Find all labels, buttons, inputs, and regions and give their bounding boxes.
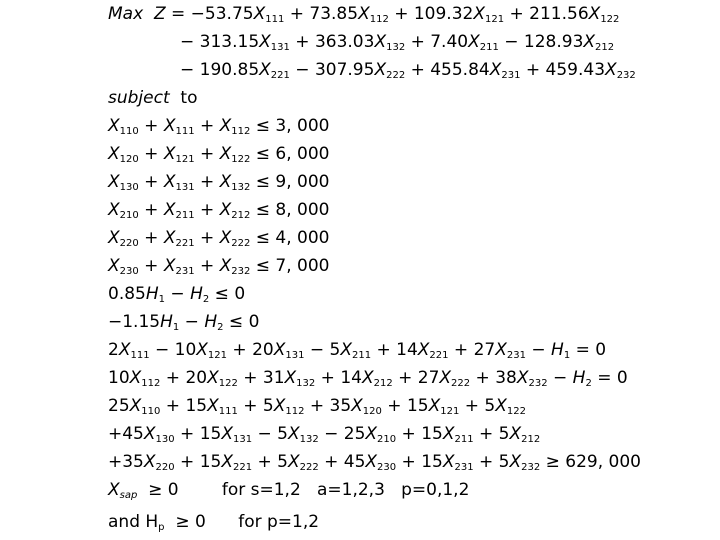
variable-subscript: 231 (454, 462, 474, 473)
formula-text: + (138, 116, 164, 136)
variable-symbol: X (163, 116, 176, 136)
variable-subscript: 212 (595, 42, 615, 53)
variable-symbol: X (365, 452, 378, 472)
variable-symbol: X (221, 452, 233, 472)
variable-symbol: X (221, 424, 233, 444)
formula-text: Max Z (108, 4, 166, 24)
formula-text: ≤ 6, 000 (250, 144, 330, 164)
formula-text: + 14 (315, 368, 362, 388)
variable-subscript: 2 (217, 322, 224, 333)
formula-text: − 5 (252, 424, 288, 444)
variable-symbol: H (551, 340, 564, 360)
variable-symbol: X (118, 340, 131, 360)
variable-subscript: 221 (270, 70, 290, 81)
variable-symbol: X (605, 60, 617, 80)
variable-symbol: X (108, 256, 120, 276)
variable-subscript: 222 (386, 70, 406, 81)
variable-subscript: 230 (119, 266, 139, 277)
variable-subscript: 130 (155, 434, 175, 445)
variable-symbol: X (143, 452, 156, 472)
variable-symbol: X (495, 340, 507, 360)
formula-text: + 5 (473, 424, 510, 444)
variable-symbol: X (207, 368, 219, 388)
formula-text: ≤ 4, 000 (250, 228, 330, 248)
formula-text: to (169, 88, 198, 108)
formula-text: + (194, 228, 220, 248)
formula-text: + (138, 256, 164, 276)
variable-symbol: H (572, 368, 586, 388)
formula-text: + 5 (473, 452, 510, 472)
formula-text: + 35 (304, 396, 352, 416)
nonnegativity-h (108, 512, 319, 532)
objective-line-2 (180, 32, 614, 52)
constraint-h-ratio-1 (108, 284, 245, 304)
formula-text: + 45 (318, 452, 366, 472)
variable-subscript: 121 (440, 406, 460, 417)
variable-symbol: X (428, 396, 441, 416)
variable-subscript: 112 (369, 14, 389, 25)
variable-subscript: 210 (119, 210, 139, 221)
variable-symbol: H (145, 284, 159, 304)
variable-symbol: X (108, 480, 120, 500)
constraint-supply-12 (108, 144, 330, 164)
variable-subscript: 221 (232, 462, 253, 473)
formula-text: 10 (108, 368, 130, 388)
formula-text: 25 (108, 396, 130, 416)
objective-line-1 (108, 4, 619, 24)
formula-text: +45 (108, 424, 144, 444)
variable-subscript: 232 (521, 462, 541, 473)
variable-symbol: X (108, 144, 120, 164)
variable-symbol: X (509, 424, 522, 444)
formula-text: −1.15 (108, 312, 161, 332)
constraint-supply-21 (108, 200, 330, 220)
formula-text: − (179, 312, 205, 332)
formula-text: + (194, 256, 220, 276)
variable-subscript: 111 (265, 14, 285, 25)
constraint-total-line-2 (108, 424, 540, 444)
variable-subscript: 131 (270, 42, 290, 53)
formula-text: + 15 (174, 452, 222, 472)
formula-text: + (194, 116, 220, 136)
constraint-supply-11 (108, 116, 330, 136)
variable-subscript: 121 (207, 350, 228, 361)
variable-subscript: sap (119, 490, 138, 501)
variable-subscript: 121 (485, 14, 505, 25)
variable-subscript: 232 (616, 70, 636, 81)
variable-symbol: X (219, 172, 232, 192)
variable-symbol: X (108, 200, 120, 220)
variable-symbol: X (442, 424, 455, 444)
variable-subscript: 230 (377, 462, 397, 473)
variable-subscript: 1 (563, 350, 571, 361)
variable-symbol: X (442, 452, 455, 472)
formula-text: ≤ 0 (223, 312, 260, 332)
variable-subscript: 120 (119, 154, 139, 165)
variable-subscript: 210 (377, 434, 397, 445)
variable-symbol: X (473, 4, 486, 24)
variable-symbol: X (358, 4, 370, 24)
variable-subscript: 211 (479, 42, 499, 53)
variable-subscript: 122 (506, 406, 526, 417)
formula-text: ≥ 629, 000 (540, 452, 641, 472)
formula-text: + 15 (174, 424, 222, 444)
formula-text: − (525, 340, 552, 360)
variable-subscript: 132 (231, 182, 251, 193)
variable-subscript: 111 (218, 406, 238, 417)
variable-symbol: X (163, 256, 176, 276)
variable-subscript: 111 (175, 126, 195, 137)
formula-text: + 20 (160, 368, 208, 388)
variable-subscript: 1 (158, 294, 166, 305)
variable-symbol: X (365, 424, 378, 444)
variable-symbol: X (143, 424, 156, 444)
formula-text: + 15 (396, 424, 443, 444)
variable-subscript: 222 (231, 238, 251, 249)
variable-symbol: X (207, 396, 219, 416)
variable-symbol: X (108, 172, 120, 192)
formula-text: + (194, 200, 220, 220)
variable-symbol: X (439, 368, 452, 388)
variable-symbol: X (163, 144, 176, 164)
nonnegativity-x (108, 480, 469, 500)
variable-subscript: 212 (231, 210, 251, 221)
variable-symbol: H (160, 312, 173, 332)
variable-symbol: X (129, 368, 142, 388)
variable-symbol: X (374, 32, 387, 52)
constraint-total-line-3 (108, 452, 641, 472)
variable-symbol: X (340, 340, 352, 360)
formula-text: + 5 (237, 396, 274, 416)
variable-symbol: X (516, 368, 529, 388)
variable-subscript: 221 (175, 238, 195, 249)
variable-subscript: 122 (600, 14, 620, 25)
variable-symbol: X (287, 452, 300, 472)
variable-symbol: H (204, 312, 218, 332)
variable-subscript: 120 (362, 406, 382, 417)
formula-text: − 5 (304, 340, 341, 360)
variable-subscript: 2 (585, 378, 592, 389)
constraint-supply-13 (108, 172, 330, 192)
variable-symbol: X (219, 144, 232, 164)
variable-symbol: X (351, 396, 363, 416)
variable-symbol: X (417, 340, 430, 360)
formula-text: ≤ 8, 000 (250, 200, 330, 220)
constraint-total-line-1 (108, 396, 526, 416)
variable-subscript: 221 (429, 350, 449, 361)
formula-text: and H (108, 512, 159, 532)
variable-symbol: X (509, 452, 522, 472)
formula-text: + (194, 172, 220, 192)
formula-text: for p=1,2 (205, 512, 320, 532)
formula-text: + 27 (392, 368, 440, 388)
variable-subscript: 112 (285, 406, 305, 417)
variable-subscript: 110 (141, 406, 161, 417)
variable-symbol: X (108, 116, 120, 136)
variable-symbol: X (489, 60, 502, 80)
variable-subscript: 112 (231, 126, 251, 137)
variable-subscript: 231 (501, 70, 521, 81)
constraint-h1-balance (108, 340, 606, 360)
variable-symbol: X (374, 60, 387, 80)
formula-text: + (138, 144, 164, 164)
variable-subscript: 212 (373, 378, 393, 389)
formula-text: 0.85 (108, 284, 146, 304)
formula-text: +35 (108, 452, 144, 472)
formula-text: + (138, 200, 164, 220)
objective-line-3 (180, 60, 636, 80)
variable-subscript: 122 (231, 154, 251, 165)
variable-subscript: 111 (130, 350, 150, 361)
variable-symbol: X (108, 228, 120, 248)
variable-subscript: p (158, 522, 165, 533)
formula-text: + 20 (227, 340, 274, 360)
variable-subscript: 130 (119, 182, 139, 193)
variable-symbol: X (588, 4, 601, 24)
formula-text: − 313.15 (180, 32, 260, 52)
variable-subscript: 220 (155, 462, 175, 473)
variable-symbol: X (273, 340, 286, 360)
formula-text: + 15 (381, 396, 429, 416)
variable-subscript: 131 (232, 434, 253, 445)
variable-symbol: X (219, 256, 232, 276)
constraint-supply-22 (108, 228, 330, 248)
formula-text: + 15 (396, 452, 443, 472)
formula-text: − 307.95 (289, 60, 375, 80)
formula-text: + 31 (237, 368, 285, 388)
formula-text: ≤ 7, 000 (250, 256, 330, 276)
formula-text: − 128.93 (498, 32, 584, 52)
formula-text: + (194, 144, 220, 164)
variable-symbol: X (259, 32, 271, 52)
formula-text: − (165, 284, 191, 304)
constraint-h-ratio-2 (108, 312, 259, 332)
formula-text: ≥ 0 (164, 512, 206, 532)
formula-text: + (138, 172, 164, 192)
variable-subscript: 132 (299, 434, 319, 445)
variable-symbol: X (583, 32, 596, 52)
formula-text: + 38 (470, 368, 517, 388)
formula-text: + 455.84 (405, 60, 490, 80)
variable-symbol: X (287, 424, 300, 444)
formula-text: + 363.03 (289, 32, 375, 52)
formula-text: + 109.32 (388, 4, 474, 24)
formula-text: + 15 (160, 396, 208, 416)
formula-text: + 7.40 (405, 32, 469, 52)
formula-text: 2 (108, 340, 119, 360)
variable-symbol: X (273, 396, 286, 416)
constraint-supply-23 (108, 256, 330, 276)
variable-subscript: 110 (119, 126, 139, 137)
variable-subscript: 220 (119, 238, 139, 249)
formula-text: + (138, 228, 164, 248)
formula-text: for s=1,2 a=1,2,3 p=0,1,2 (178, 480, 470, 500)
formula-text: − 10 (149, 340, 197, 360)
variable-symbol: X (163, 228, 176, 248)
formula-text: − 25 (318, 424, 366, 444)
variable-symbol: X (495, 396, 507, 416)
variable-symbol: X (361, 368, 374, 388)
variable-subscript: 131 (175, 182, 195, 193)
subject-to-label (108, 88, 198, 108)
formula-text: + 459.43 (520, 60, 606, 80)
variable-subscript: 222 (451, 378, 471, 389)
variable-symbol: H (190, 284, 203, 304)
variable-subscript: 1 (172, 322, 180, 333)
variable-subscript: 211 (454, 434, 474, 445)
formula-text: + 73.85 (284, 4, 359, 24)
variable-symbol: X (219, 200, 232, 220)
formula-text: ≤ 0 (209, 284, 246, 304)
variable-subscript: 211 (175, 210, 195, 221)
variable-subscript: 231 (175, 266, 195, 277)
variable-symbol: X (129, 396, 142, 416)
variable-subscript: 122 (218, 378, 238, 389)
formula-text: + 5 (252, 452, 288, 472)
variable-subscript: 131 (285, 350, 305, 361)
variable-subscript: 222 (299, 462, 319, 473)
formula-text: ≥ 0 (137, 480, 179, 500)
variable-subscript: 112 (141, 378, 161, 389)
variable-symbol: X (219, 116, 232, 136)
variable-subscript: 132 (386, 42, 406, 53)
variable-subscript: 231 (506, 350, 526, 361)
variable-symbol: X (196, 340, 208, 360)
variable-symbol: X (468, 32, 480, 52)
variable-symbol: X (163, 200, 176, 220)
formula-text: subject (108, 88, 170, 108)
formula-text: + 14 (371, 340, 418, 360)
formula-text: ≤ 9, 000 (250, 172, 330, 192)
constraint-h2-balance (108, 368, 628, 388)
variable-subscript: 232 (231, 266, 251, 277)
variable-symbol: X (253, 4, 266, 24)
variable-symbol: X (284, 368, 297, 388)
variable-symbol: X (219, 228, 232, 248)
formula-text: = −53.75 (165, 4, 254, 24)
formula-text: − 190.85 (180, 60, 260, 80)
formula-text: = 0 (570, 340, 607, 360)
formula-text: − (547, 368, 573, 388)
formula-text: + 5 (459, 396, 496, 416)
formula-text: + 27 (448, 340, 496, 360)
formula-text: = 0 (591, 368, 628, 388)
variable-symbol: X (259, 60, 271, 80)
variable-subscript: 121 (175, 154, 195, 165)
variable-subscript: 211 (351, 350, 372, 361)
variable-subscript: 132 (296, 378, 316, 389)
variable-subscript: 232 (528, 378, 548, 389)
variable-subscript: 212 (521, 434, 541, 445)
variable-subscript: 2 (202, 294, 210, 305)
variable-symbol: X (163, 172, 176, 192)
formula-text: ≤ 3, 000 (250, 116, 330, 136)
formula-text: + 211.56 (504, 4, 589, 24)
